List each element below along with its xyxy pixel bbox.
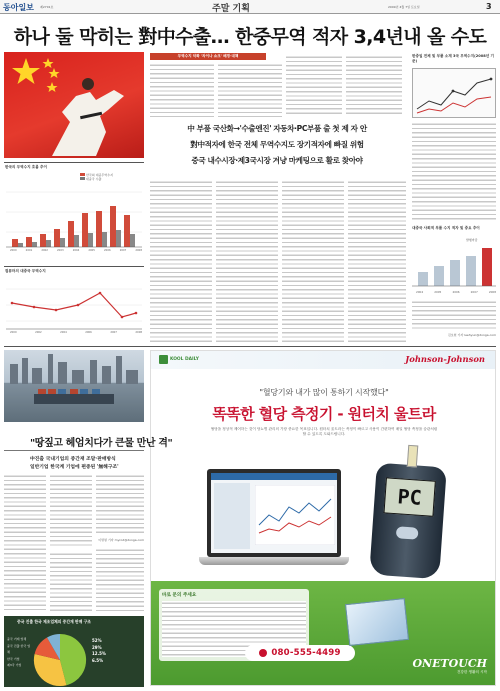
- section-divider: [4, 346, 496, 347]
- article2-box-values: [92, 638, 142, 664]
- sidebar-bar: [482, 248, 492, 286]
- chart1-bar: [124, 215, 130, 247]
- sidebar-value-label: 발행마감: [466, 238, 478, 242]
- section-title: 주말 기획: [212, 4, 250, 14]
- sidebar-graph: [412, 68, 496, 118]
- sidebar-years: [416, 290, 496, 294]
- chart1-bar: [40, 234, 46, 247]
- tower: [116, 356, 122, 384]
- box-label: 중국 거래 업체: [7, 637, 27, 641]
- box-value: 6.5%: [92, 657, 104, 663]
- chart1-box: [4, 162, 144, 262]
- article2-box-title: 중국 진출 한국 제조업체의 중간재 판매 구조: [17, 619, 91, 624]
- product-sub: 건강한 생활의 시작: [456, 670, 487, 674]
- chart1-tick: 2005: [88, 249, 95, 252]
- sidebar-year: 2006: [452, 290, 460, 294]
- sidebar-text: [412, 122, 496, 222]
- article2-column-2: [50, 474, 92, 548]
- meter-strip: [407, 445, 419, 468]
- chart1-tick: 2002: [41, 249, 48, 252]
- chart1-bar: [116, 230, 121, 247]
- phone-icon: [259, 649, 267, 657]
- chart2-point: [33, 306, 36, 309]
- article1-subhead: 中 부품 국산화→'수출엔진' 자동차·PC부품 출 첫 제 자 안: [187, 124, 367, 133]
- sidebar-chart-title-2: 대중국 사회적 부품 수지 적자 및 중요 추이: [412, 226, 480, 230]
- masthead-logo: 동아일보: [3, 2, 34, 12]
- chart1-tick: 2000: [10, 249, 17, 252]
- article1-subhead: 對中적자에 한국 전체 무역수지도 장기적자에 빠질 위험: [190, 140, 364, 149]
- sidebar-point: [490, 78, 493, 81]
- article1-column-7: [282, 180, 344, 342]
- article2-column-5: [96, 548, 144, 612]
- phone-number: 080-555-4499: [271, 648, 341, 658]
- chart1-bar: [74, 235, 79, 247]
- article2-column-4: [50, 552, 92, 612]
- tower: [126, 370, 138, 384]
- laptop-base: [199, 557, 349, 565]
- box-value: 29%: [92, 644, 102, 650]
- laptop-screen: [207, 469, 341, 557]
- tower: [10, 364, 18, 384]
- box-value: 52%: [92, 638, 102, 643]
- product-name: ONETOUCH: [412, 657, 487, 670]
- sidebar-bar: [418, 272, 428, 286]
- chart2-tick: 2004: [60, 331, 67, 334]
- ad-body: 혈당을 정상적 제어하는 것이 당뇨병 관리의 가장 중요한 목표입니다. 원터치 울트라는 측정이 빠르고 사용이 간편하여 매일 혈당 측정을 습관처럼 할 수 있도록 도와드립니다.: [210, 427, 438, 437]
- chart1-bar: [12, 239, 18, 247]
- sidebar-line: [417, 97, 491, 113]
- article2-column-3: [96, 474, 144, 534]
- box-label: 한국 기업: [7, 656, 20, 661]
- chart1-tick: 2008: [135, 249, 142, 252]
- article2-headline: "땅짚고 헤엄치다가 큰물 만난 격": [30, 438, 173, 449]
- article2-reporter: 이명렬 기자 myrod@donga.com: [98, 538, 144, 542]
- ad-brand-tag: [159, 355, 199, 364]
- chart1-ticks: [10, 249, 142, 252]
- article1-column-4: [346, 55, 402, 117]
- tower: [48, 354, 53, 384]
- product-box: [345, 598, 409, 646]
- meter-display-text: PC: [396, 484, 423, 510]
- chart1-bar: [54, 229, 60, 247]
- ad-sms-title: 바로 문의 주세요: [162, 593, 197, 598]
- issue-date: 2009년 4월 7일 토요일: [388, 5, 420, 9]
- ad-brand: Johnson-Johnson: [405, 354, 485, 364]
- chart1-tick: 2003: [57, 249, 64, 252]
- chart2-point: [55, 309, 58, 312]
- chart1-tick: 2006: [104, 249, 111, 252]
- flag-small-star-2: [49, 68, 60, 78]
- sidebar-bar: [466, 256, 476, 286]
- chart1-bar: [110, 206, 116, 247]
- article1-subheads: [150, 121, 404, 175]
- sidebar-year: 2008: [488, 290, 496, 294]
- article2-box-labels: [7, 636, 33, 669]
- chart1-bar: [88, 233, 93, 247]
- ad-laptop: [199, 469, 349, 573]
- ad-brand-tag-text: KOOL DAILY: [170, 357, 199, 362]
- chart2-point: [121, 316, 124, 319]
- article1-column-6: [216, 180, 278, 342]
- sidebar-bar: [450, 260, 460, 286]
- chart2-tick: 2002: [35, 331, 42, 334]
- sidebar-line: [417, 79, 491, 109]
- sidebar-text-2: [412, 300, 496, 330]
- chart1-bar: [68, 221, 74, 247]
- chart1-bar: [26, 237, 32, 247]
- product-logo: [412, 657, 487, 675]
- chart1-bar: [60, 238, 65, 247]
- issue-number: 제2701호: [40, 5, 54, 9]
- box-label: 제3국 기업: [7, 663, 22, 667]
- tower: [32, 368, 42, 384]
- chart1-tick: 2001: [25, 249, 33, 252]
- chart2-title: 컴퓨터의 대중국 무역수지: [5, 269, 46, 273]
- article2-column-1: [4, 474, 46, 612]
- sidebar-chart-title: 한중일 전체 및 부품 소재 3국 무역수지(2008년 기준): [412, 54, 494, 63]
- chart1-bar: [96, 211, 102, 247]
- sidebar-point: [452, 90, 455, 93]
- chart2-point: [77, 304, 80, 307]
- article2-box: [4, 616, 144, 687]
- article1-column-3: [286, 55, 342, 117]
- flag-big-star: [12, 58, 40, 84]
- article1-reporter: 김보현 기자 leehyun@donga.com: [447, 333, 496, 337]
- chart2-tick: 2006: [85, 331, 92, 334]
- article2-sub1: 中진출 국내기업의 중간재 조달·판매방식: [30, 457, 116, 462]
- main-headline: 하나 둘 막히는 對中수출… 한중무역 적자 3,4년내 올 수도: [13, 26, 487, 48]
- ad-brand-tag-icon: [159, 355, 168, 364]
- harbor-photo: [4, 350, 144, 422]
- chart1-tick: 2007: [119, 249, 127, 252]
- box-value: 12.5%: [92, 651, 106, 656]
- article1-column-2: [218, 63, 282, 117]
- chart2-box: [4, 266, 144, 346]
- chart2-tick: 2000: [10, 331, 17, 334]
- chart1-bar: [102, 232, 107, 247]
- article1-subhead: 중국 내수시장·제3국시장 겨냥 마케팅으로 활로 찾아야: [191, 156, 363, 165]
- page-number: 3: [486, 2, 492, 11]
- tower: [22, 358, 28, 384]
- meter-button[interactable]: [396, 526, 419, 540]
- article1-column-5: [150, 180, 212, 342]
- chart2-tick: 2007: [110, 331, 117, 334]
- chart1-title: 한국의 무역수지 흐름 추이: [5, 165, 47, 169]
- container-ship: [34, 394, 114, 404]
- chart2-point: [99, 292, 102, 295]
- article1-tag: 무역수지 악화 '차이나 쇼크' 배경·대책: [150, 53, 266, 60]
- sidebar-year: 2004: [416, 290, 424, 294]
- chart1-tick: 2004: [72, 249, 80, 252]
- tower: [58, 362, 67, 384]
- chart2-tick: 2008: [135, 331, 142, 334]
- kicker-head: [82, 78, 94, 90]
- tower: [90, 360, 97, 384]
- chart1-bar: [18, 243, 23, 247]
- sidebar-bar-chart: [412, 240, 496, 298]
- sidebar-year: 2005: [434, 290, 442, 294]
- chart1-legend-1: 한국의 대중무역수지: [85, 173, 114, 177]
- cover-photo: [4, 52, 144, 158]
- box-label: 중국 진출 한국 업체: [7, 643, 31, 654]
- ad-headline: 똑똑한 혈당 측정기 - 원터치 울트라: [212, 405, 436, 423]
- ad-panel: [150, 350, 496, 686]
- flag-small-star-1: [43, 58, 54, 68]
- kicker-figure: [52, 90, 124, 156]
- masthead-bar: [0, 0, 500, 14]
- phone-banner[interactable]: [245, 645, 355, 661]
- sidebar-year: 2007: [470, 290, 478, 294]
- glucose-meter: [369, 463, 447, 580]
- meter-display: [383, 477, 435, 516]
- article2-sub2: 일반기업 한국계 기업에 편중된 '無해구조': [30, 465, 119, 470]
- chart2-ticks: [10, 331, 142, 334]
- chart1-legend-2: 대중국 수출: [85, 177, 102, 181]
- flag-small-star-3: [47, 82, 58, 92]
- chart2-point: [11, 302, 14, 305]
- tower: [102, 366, 111, 384]
- ad-quote: "혈당기와 내가 많이 통하기 시작했다": [259, 388, 389, 397]
- chart1-bar: [82, 213, 88, 247]
- tower: [72, 370, 84, 384]
- chart1-bar: [130, 234, 135, 247]
- chart2-point: [135, 312, 138, 315]
- chart1-bar: [46, 240, 51, 247]
- article1-column-1: [150, 63, 214, 117]
- article2-rule: [4, 450, 144, 451]
- sidebar-bar: [434, 266, 444, 286]
- article1-column-8: [348, 180, 406, 342]
- chart1-bar: [32, 242, 37, 247]
